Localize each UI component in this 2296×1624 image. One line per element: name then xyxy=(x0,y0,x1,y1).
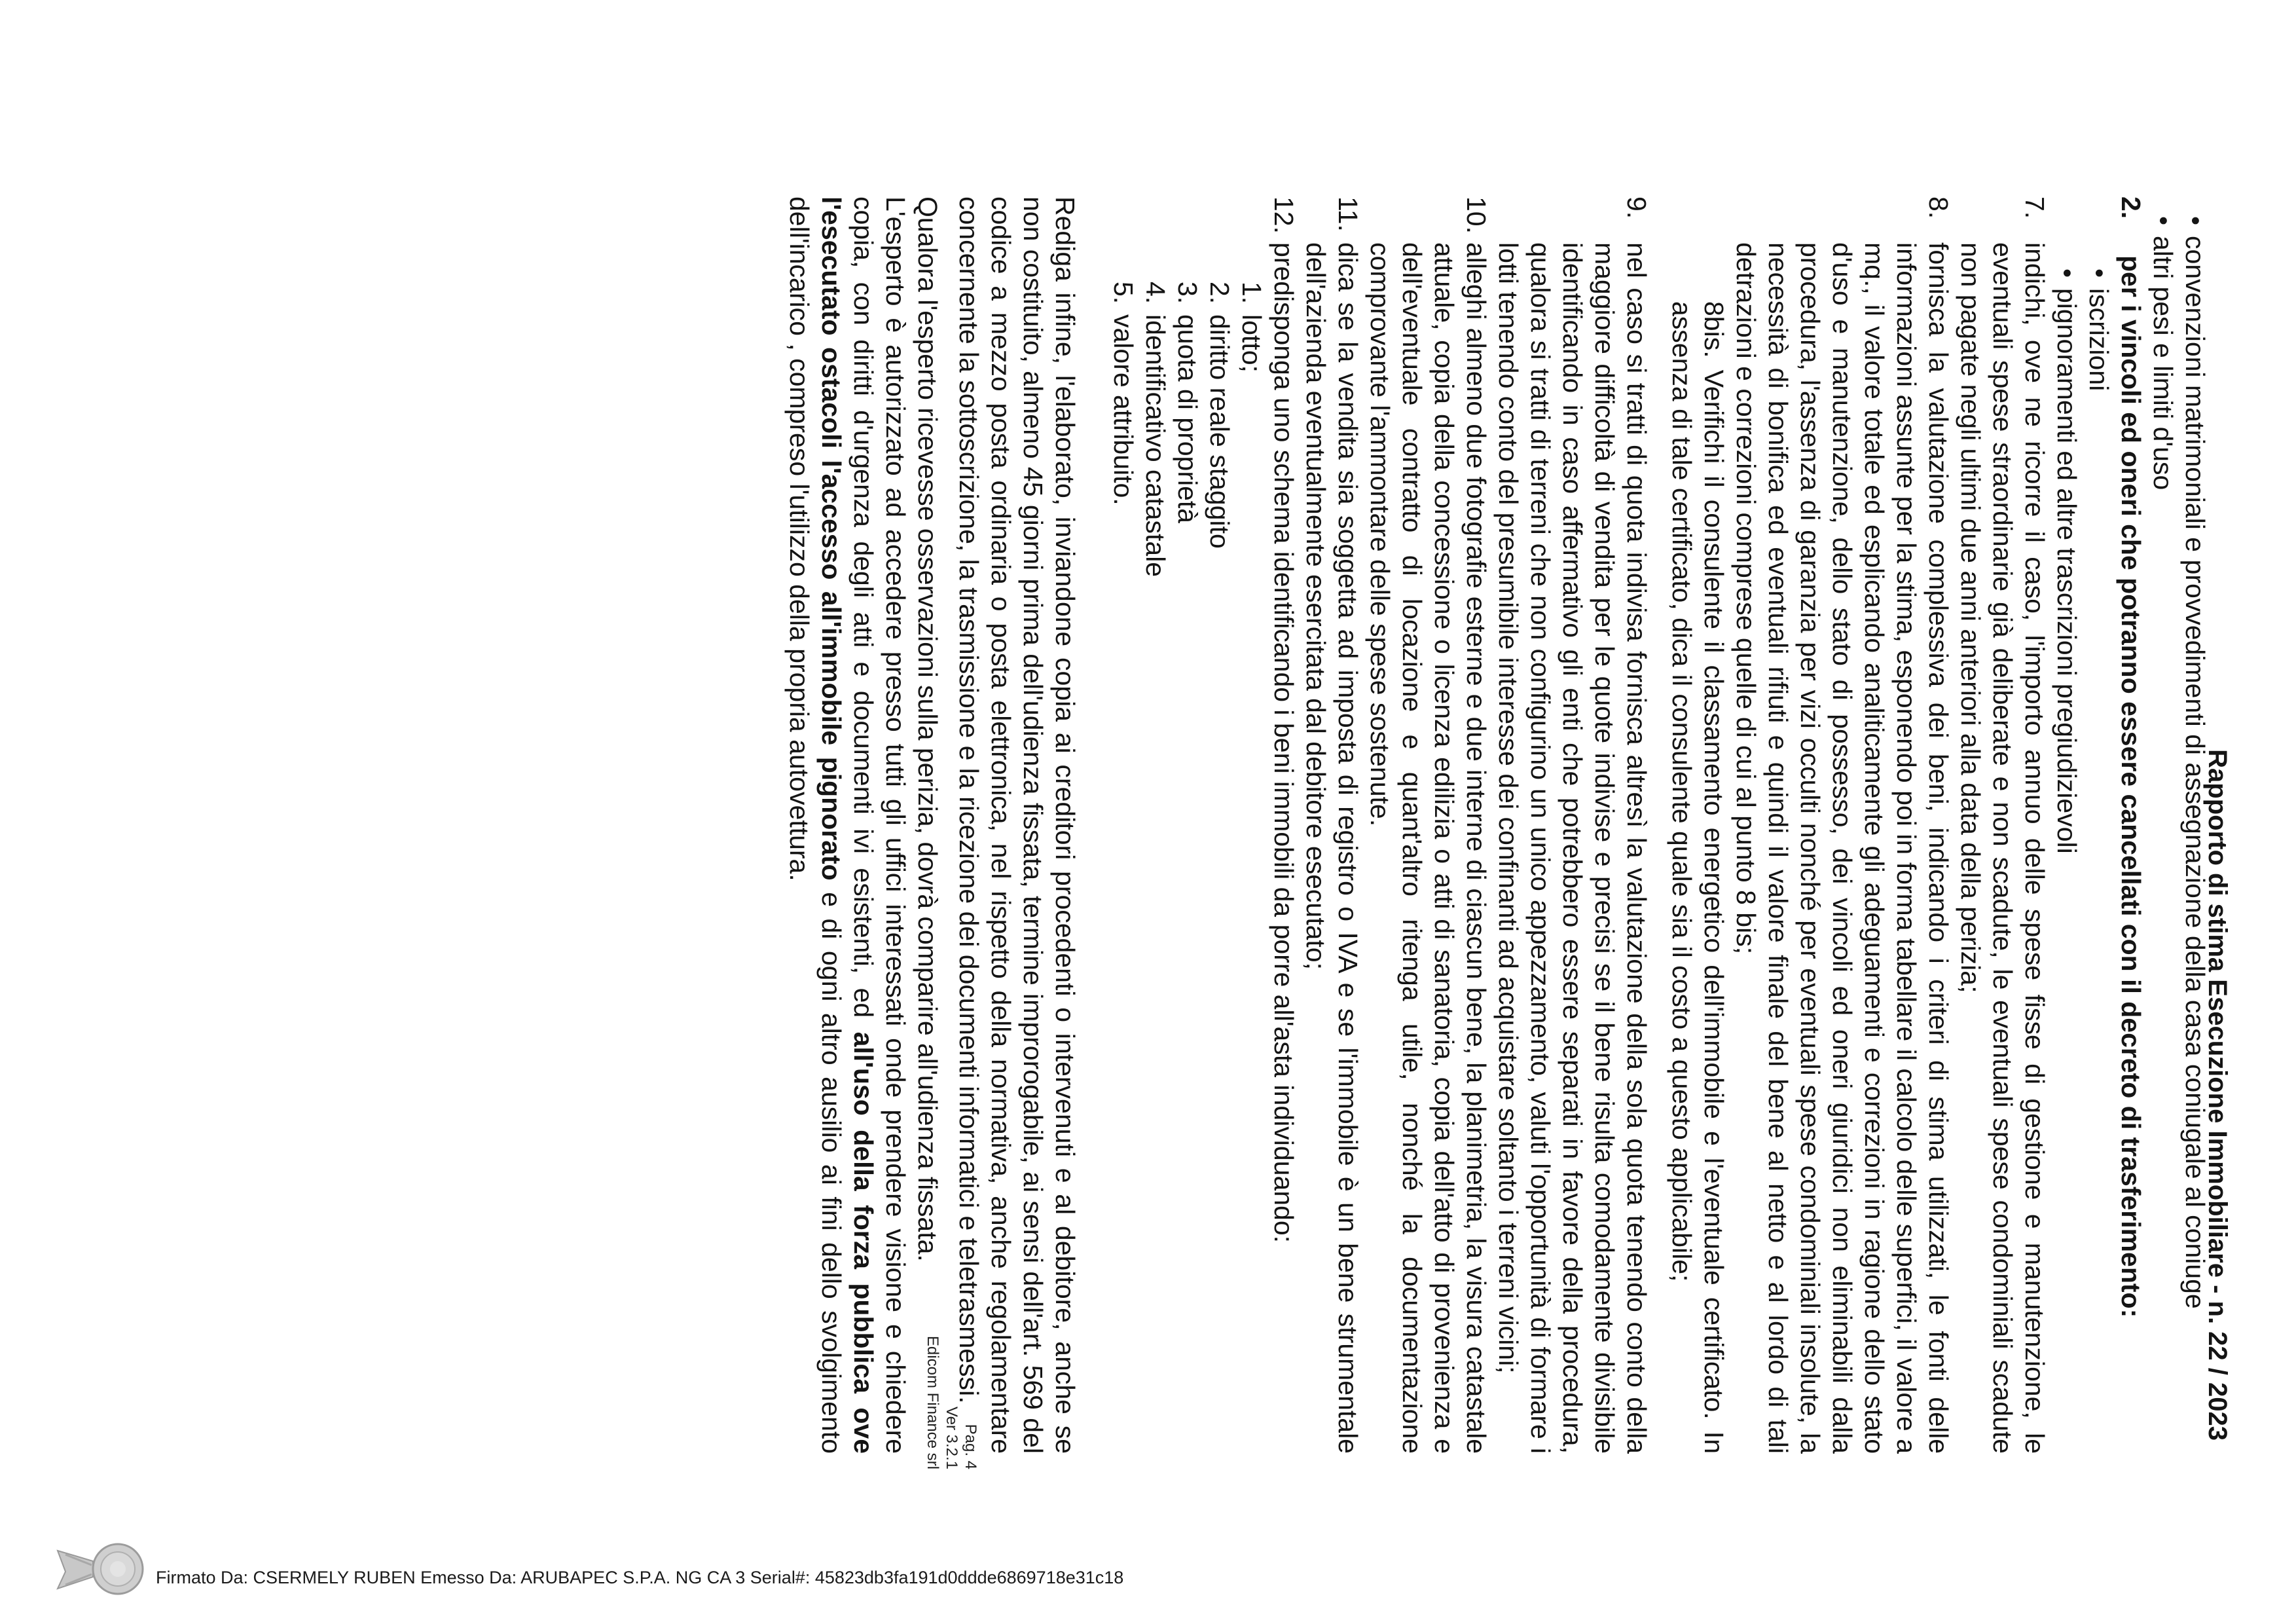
schema-number: 5. xyxy=(1108,282,1139,304)
bullet-item: • pignoramenti ed altre trascrizioni pregiudizievoli xyxy=(2050,288,2083,1454)
schema-item xyxy=(1203,282,1235,1454)
schema-text: diritto reale staggito xyxy=(1205,314,1235,549)
schema-text: identificativo catastale xyxy=(1140,314,1171,578)
bullet-list-top xyxy=(2147,196,2211,1454)
page-footer xyxy=(923,1336,980,1469)
item-text: fornisca la valutazione complessiva dei beni, indicando i criteri di stima utilizzati, le fonti delle informazioni assunte per la stima, esponendo poi in forma tabellare il calcolo delle superfici, il valore a mq., il valore totale ed esplicando analiticamente gli adeguamenti e correzioni in ragione dello stato d'uso e manutenzione, dello stato di possesso, dei vincoli ed oneri giuridici non eliminabili dalla procedura, l'assenza di garanzia per vizi occulti nonché per eventuali spese condominiali insolute, la necessità di bonifica ed eventuali rifiuti e quindi il valore finale del bene al netto e al lordo di tali detrazioni e correzioni comprese quelle di cui al punto 8 bis; xyxy=(1731,242,1954,1454)
item-text: dica se la vendita sia soggetta ad imposta di registro o IVA e se l'immobile è un bene strumentale dell'azienda eventualmente esercitata dal debitore esecutato; xyxy=(1301,242,1363,1454)
bullet-item: • altri pesi e limiti d'uso xyxy=(2147,236,2179,1454)
item-text: predisponga uno schema identificando i beni immobili da porre all'asta individuando: xyxy=(1269,242,1299,1244)
item-text: nel caso si tratti di quota indivisa fornisca altresì la valutazione della sola quota tenendo conto della maggiore difficoltà di vendita per le quote indivise e precisi se il bene risulta comodamente divisibile identificando in caso affermativo gli enti che potrebbero essere separati in favore della procedura, qualora si tratti di terreni che non configurino un unico appezzamento, valuti l'opportunità di formare i lotti tenendo conto del presumibile interesse dei confinanti ad acquistare soltanto i terreni vicini; xyxy=(1493,242,1652,1454)
section-number: 2. xyxy=(2116,196,2146,219)
report-header: Rapporto di stima Esecuzione Immobiliare - n. 22 / 2023 xyxy=(2203,749,2232,1441)
document-body xyxy=(783,196,2211,1454)
schema-item xyxy=(1171,282,1203,1454)
item-text: indichi, ove ne ricorre il caso, l'importo annuo delle spese fisse di gestione e manutenzione, le eventuali spese straordinarie già deliberate e non scadute, le eventuali spese condominiali scadute non pagate negli ultimi due anni anteriori alla data della perizia; xyxy=(1956,242,2050,1454)
list-item-10 xyxy=(1364,196,1492,1454)
schema-text: valore attribuito. xyxy=(1108,314,1139,506)
bullet-item: • convenzioni matrimoniali e provvedimenti di assegnazione della casa coniugale al coniuge xyxy=(2179,236,2211,1454)
numbered-list xyxy=(1107,196,2050,1454)
schema-number: 3. xyxy=(1173,282,1203,304)
schema-item xyxy=(1139,282,1171,1454)
item-number: 12. xyxy=(1269,196,1299,234)
paragraph-text: e di ogni altro ausilio ai fini dello svolgimento dell'incarico , compreso l'utilizzo della propria autovettura. xyxy=(784,196,847,1454)
section-title: per i vincoli ed oneri che potranno essere cancellati con il decreto di trasferimento: xyxy=(2116,255,2146,1318)
schema-number: 2. xyxy=(1205,282,1235,304)
schema-number: 4. xyxy=(1140,282,1171,304)
schema-text: quota di proprietà xyxy=(1173,314,1203,524)
bullet-item: • iscrizioni xyxy=(2083,288,2115,1454)
item-number: 10. xyxy=(1461,196,1491,234)
digital-signature-line: Firmato Da: CSERMELY RUBEN Emesso Da: ARUBAPEC S.P.A. NG CA 3 Serial#: 45823db3fa191d0ddde6869718e31c18 xyxy=(156,1568,1124,1587)
paragraph-text: L'esperto è autorizzato ad accedere presso tutti gli uffici interessati onde prendere visione e chiedere copia, con diritti d'urgenza degli atti e documenti ivi esistenti, ed xyxy=(848,196,911,1454)
item-number: 7. xyxy=(2020,196,2050,219)
bullet-list-section-2 xyxy=(2050,196,2115,1454)
schema-number: 1. xyxy=(1237,282,1267,304)
signature-seal-icon xyxy=(52,1539,151,1602)
schema-item xyxy=(1107,282,1139,1454)
list-item-9 xyxy=(1492,196,1652,1454)
item-number: 11. xyxy=(1333,196,1363,232)
bold-emphasis: all'uso della forza pubblica ove l'esecutato ostacoli l'accesso all'immobile pignorato xyxy=(816,196,879,1454)
company-name: Edicom Finance srl xyxy=(924,1335,941,1469)
closing-paragraph-1: Rediga infine, l'elaborato, inviandone copia ai creditori procedenti o intervenuti e al debitore, anche se non costituito, almeno 45 giorni prima dell'udienza fissata, termine improrogabile, ai sensi dell'art. 569 del codice a mezzo posta ordinaria o posta elettronica, nel rispetto della normativa, anche regolamentare concernente la sottoscrizione, la trasmissione e la ricezione dei documenti informatici e teletrasmessi. xyxy=(954,196,1080,1454)
schema-text: lotto; xyxy=(1237,314,1267,373)
schema-item xyxy=(1235,282,1267,1454)
item-number: 8. xyxy=(1923,196,1954,219)
closing-paragraph-2 xyxy=(783,196,943,1454)
list-item-8 xyxy=(1730,196,1954,1454)
version: Ver 3.2.1 xyxy=(943,1406,960,1469)
paragraph-text: Qualora l'esperto ricevesse osservazioni sulla perizia, dovrà comparire all'udienza fissata. xyxy=(913,196,943,1262)
item-text: 8bis. Verifichi il consulente il classamento energetico dell'immobile e l'eventuale certificato. In assenza di tale certificato, dica il consulente quale sia il costo a questo applicabile; xyxy=(1667,301,1729,1454)
section-2-heading xyxy=(2115,196,2147,1454)
item-number: 9. xyxy=(1622,196,1652,219)
schema-list xyxy=(1107,242,1267,1454)
list-item-8bis xyxy=(1666,196,1730,1454)
list-item-7 xyxy=(1954,196,2050,1454)
item-text: alleghi almeno due fotografie esterne e due interne di ciascun bene, la planimetria, la visura catastale attuale, copia della concessione o licenza edilizia o atti di sanatoria, copia dell'atto di provenienza e dell'eventuale contratto di locazione e quant'altro ritenga utile, nonché la documentazione comprovante l'ammontare delle spese sostenute. xyxy=(1365,242,1491,1454)
list-item-12 xyxy=(1107,196,1300,1454)
page-number: Pag. 4 xyxy=(962,1424,979,1469)
list-item-11 xyxy=(1300,196,1364,1454)
